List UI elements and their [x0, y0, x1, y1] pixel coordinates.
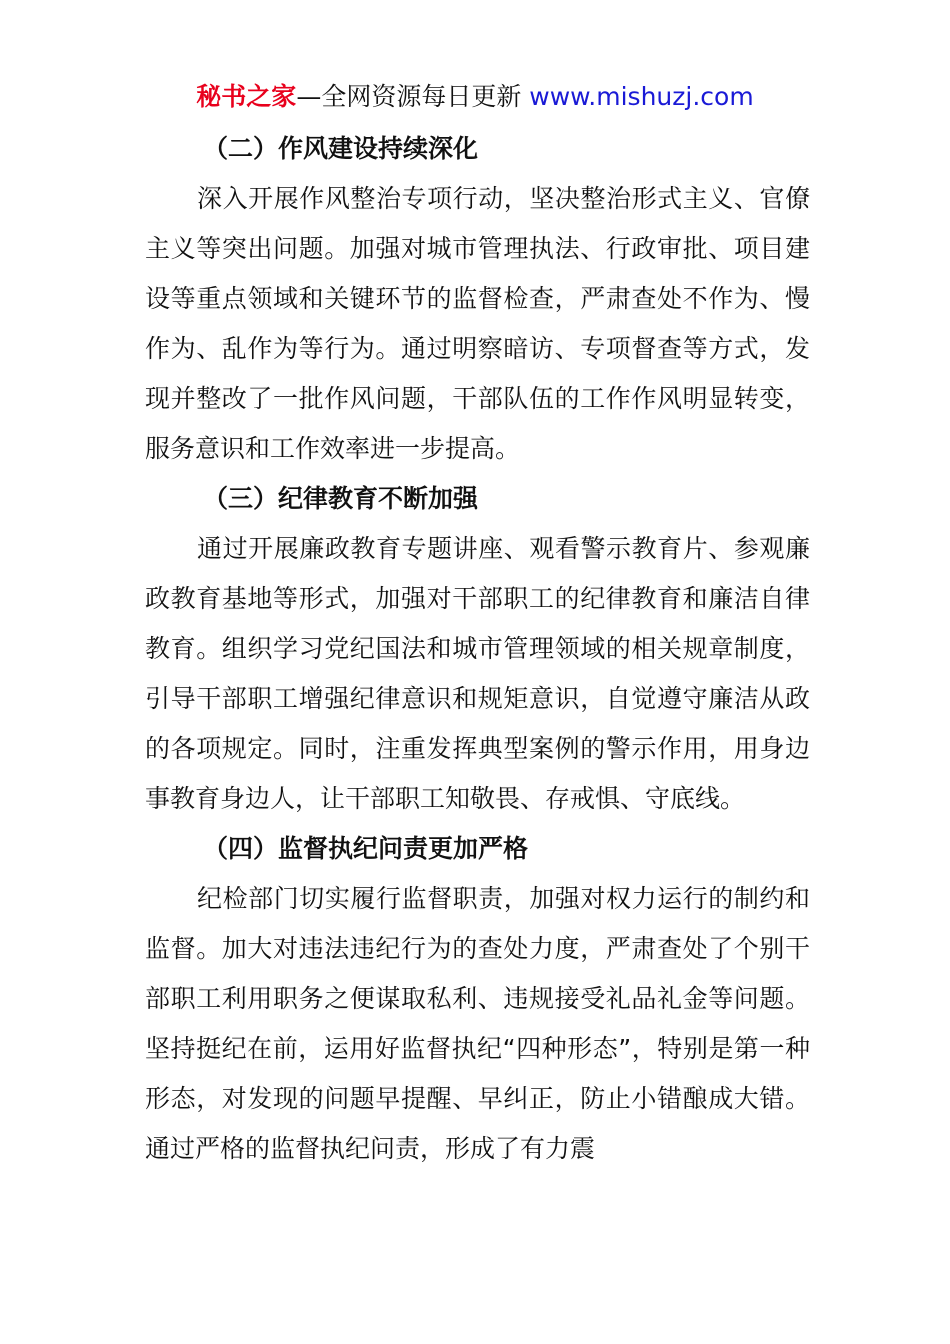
site-url[interactable]: www.mishuzj.com — [529, 82, 754, 111]
site-tagline: —全网资源每日更新 — [296, 82, 530, 111]
section-heading-4: （四）监督执纪问责更加严格 — [203, 834, 529, 863]
section-heading-3: （三）纪律教育不断加强 — [203, 484, 479, 513]
site-brand: 秘书之家 — [196, 82, 297, 111]
site-header — [0, 80, 950, 114]
section-paragraph-3: 通过开展廉政教育专题讲座、观看警示教育片、参观廉政教育基地等形式，加强对干部职工的纪律教育和廉洁自律教育。组织学习党纪国法和城市管理领域的相关规章制度，引导干部职工增强纪律意识和规矩意识，自觉遵守廉洁从政的各项规定。同时，注重发挥典型案例的警示作用，用身边事教育身边人，让干部职工知敬畏、存戒惧、守底线。 — [145, 534, 810, 813]
section-heading-2: （二）作风建设持续深化 — [203, 134, 479, 163]
section-paragraph-4: 纪检部门切实履行监督职责，加强对权力运行的制约和监督。加大对违法违纪行为的查处力度，严肃查处了个别干部职工利用职务之便谋取私利、违规接受礼品礼金等问题。坚持挺纪在前，运用好监督执纪“四种形态”，特别是第一种形态，对发现的问题早提醒、早纠正，防止小错酿成大错。通过严格的监督执纪问责，形成了有力震 — [145, 884, 810, 1163]
section-paragraph-2: 深入开展作风整治专项行动，坚决整治形式主义、官僚主义等突出问题。加强对城市管理执法、行政审批、项目建设等重点领域和关键环节的监督检查，严肃查处不作为、慢作为、乱作为等行为。通过明察暗访、专项督查等方式，发现并整改了一批作风问题，干部队伍的工作作风明显转变，服务意识和工作效率进一步提高。 — [145, 184, 810, 463]
document-body — [145, 124, 810, 1174]
